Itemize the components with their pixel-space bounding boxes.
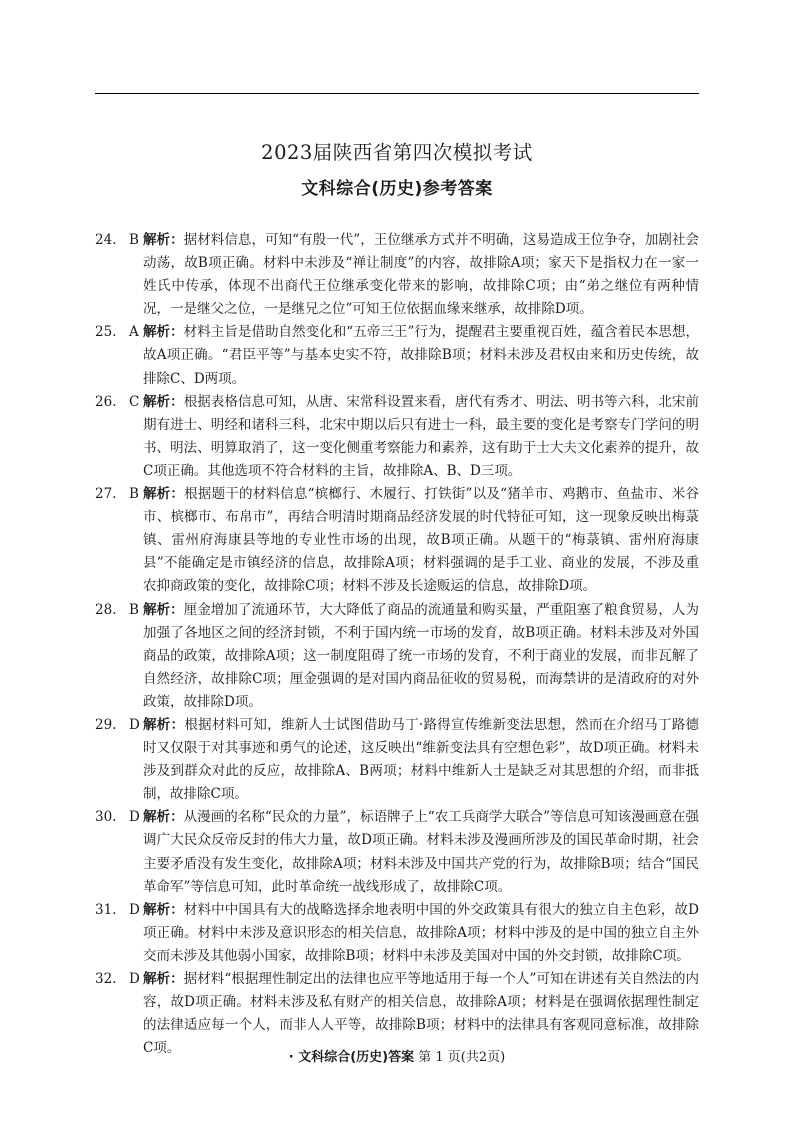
question-number: 31. (95, 901, 117, 918)
analysis-label: 解析： (143, 971, 184, 987)
answer-head (95, 599, 143, 622)
analysis-text: 据材料“根据理性制定出的法律也应平等地适用于每一个人”可知在讲述有关自然法的内容，故D项正确。材料未涉及私有财产的相关信息，故排除A项；材料是在强调依据理性制定的法律适应每一个人，而非人人平等，故排除B项；材料中的法律具有客观同意标准，故排除C项。 (143, 971, 700, 1057)
answer-list (95, 229, 699, 1060)
analysis-label: 解析： (143, 393, 184, 410)
answer-item (95, 321, 699, 390)
answer-body (143, 599, 699, 714)
exam-title: 2023届陕西省第四次模拟考试 (261, 141, 533, 164)
answer-body (143, 483, 699, 598)
answer-choice: D (129, 716, 140, 733)
answer-item (95, 714, 699, 806)
analysis-text: 从漫画的名称“民众的力量”，标语牌子上“农工兵商学大联合”等信息可知该漫画意在强调广大民众反帝反封的伟大力量，故D项正确。材料未涉及漫画所涉及的国民革命时期，社会主要矛盾没有发生变化，故排除A项；材料未涉及中国共产党的行为，故排除B项；结合“国民革命军”等信息可知，此时革命统一战线形成了，故排除C项。 (143, 809, 700, 895)
question-number: 29. (95, 716, 117, 733)
analysis-label: 解析： (143, 601, 184, 618)
analysis-label: 解析： (143, 809, 184, 826)
page-footer (0, 1046, 794, 1065)
answer-head (95, 229, 143, 252)
answer-body (143, 899, 699, 968)
answer-body (143, 391, 699, 483)
footer-label: · 文科综合(历史)答案 (288, 1050, 415, 1065)
answer-item (95, 599, 699, 714)
question-number: 28. (95, 601, 117, 618)
analysis-text: 根据材料可知，维新人士试图借助马丁·路得宣传维新变法思想，然而在介绍马丁路德时又仅限于对其事迹和勇气的论述，这反映出“维新变法具有空想色彩”，故D项正确。材料未涉及到群众对此的反应，故排除A、B两项；材料中维新人士是缺乏对其思想的介绍，而非抵制，故排除C项。 (143, 716, 700, 803)
answer-item (95, 899, 699, 968)
answer-choice: D (129, 809, 140, 826)
answer-choice: D (129, 971, 140, 987)
answer-body (143, 714, 699, 806)
analysis-text: 根据表格信息可知，从唐、宋常科设置来看，唐代有秀才、明法、明书等六科，北宋前期有进士、明经和诸科三科，北宋中期以后只有进士一科，最主要的变化是考察专门学问的明书、明法、明算取消了，这一变化侧重考察能力和素养，这有助于士大夫文化素养的提升，故C项正确。其他选项不符合材料的主旨，故排除A、B、D三项。 (143, 393, 699, 479)
answer-choice: B (129, 232, 139, 248)
analysis-text: 材料主旨是借助自然变化和“五帝三王”行为，提醒君主要重视百姓，蕴含着民本思想，故A项正确。“君臣平等”与基本史实不符，故排除B项；材料未涉及君权由来和历史传统，故排除C、D两项。 (143, 324, 700, 387)
question-number: 24. (95, 232, 117, 248)
answer-body (143, 806, 699, 898)
answer-body (143, 321, 699, 390)
analysis-label: 解析： (143, 486, 185, 503)
analysis-label: 解析： (143, 716, 185, 733)
answer-head (95, 968, 143, 991)
question-number: 32. (95, 971, 117, 987)
analysis-text: 根据题干的材料信息“槟榔行、木履行、打铁街”以及“猪羊市、鸡鹅市、鱼盐市、米谷市、槟榔市、布帛市”，再结合明清时期商品经济发展的时代特征可知，这一现象反映出梅菉镇、雷州府海康县等地的专业性市场的出现，故B项正确。从题干的“梅菉镇、雷州府海康县”不能确定是市镇经济的信息，故排除A项；材料强调的是手工业、商业的发展，不涉及重农抑商政策的变化，故排除C项；材料不涉及长途贩运的信息，故排除D项。 (143, 486, 699, 595)
answer-item (95, 806, 699, 898)
analysis-text: 据材料信息，可知“有殷一代”，王位继承方式并不明确，这易造成王位争夺，加剧社会动荡，故B项正确。材料中未涉及“禅让制度”的内容，故排除A项；家天下是指权力在一家一姓氏中传承，体现不出商代王位继承变化带来的影响，故排除C项；由“弟之继位有两种情况，一是继父之位，一是继兄之位”可知王位依据血缘来继承，故排除D项。 (143, 232, 700, 318)
answer-head (95, 899, 143, 922)
question-number: 25. (95, 324, 117, 341)
answer-item (95, 229, 699, 321)
answer-choice: B (129, 601, 139, 618)
answer-choice: B (129, 486, 139, 503)
question-number: 30. (95, 809, 117, 826)
answer-head (95, 321, 143, 344)
answer-head (95, 483, 143, 506)
question-number: 27. (95, 486, 117, 503)
answer-choice: C (129, 393, 140, 410)
analysis-label: 解析： (143, 901, 184, 918)
answer-head (95, 806, 143, 829)
analysis-label: 解析： (143, 232, 184, 248)
analysis-text: 材料中中国具有大的战略选择余地表明中国的外交政策具有很大的独立自主色彩，故D项正确。材料中未涉及意识形态的相关信息，故排除A项；材料中涉及的是中国的独立自主外交而未涉及其他弱小国家，故排除B项；材料中未涉及美国对中国的外交封锁，故排除C项。 (143, 901, 699, 964)
answer-item (95, 483, 699, 598)
analysis-text: 厘金增加了流通环节，大大降低了商品的流通量和购买量，严重阻塞了粮食贸易，人为加强了各地区之间的经济封锁，不利于国内统一市场的发育，故B项正确。材料未涉及对外国商品的政策，故排除A项；这一制度阻碍了统一市场的发育，不利于商业的发展，而非瓦解了自然经济，故排除C项；厘金强调的是对国内商品征收的贸易税，而海禁讲的是清政府的对外政策，故排除D项。 (143, 601, 699, 710)
answer-choice: D (129, 901, 140, 918)
question-number: 26. (95, 393, 117, 410)
answer-choice: A (129, 324, 139, 341)
answer-head (95, 391, 143, 414)
answer-body (143, 229, 699, 321)
answer-head (95, 714, 143, 737)
page-number: 第 1 页(共2页) (418, 1050, 506, 1065)
analysis-label: 解析： (143, 324, 184, 341)
answer-item (95, 391, 699, 483)
answer-key-subtitle: 文科综合(历史)参考答案 (301, 179, 493, 199)
header-rule (95, 93, 699, 94)
